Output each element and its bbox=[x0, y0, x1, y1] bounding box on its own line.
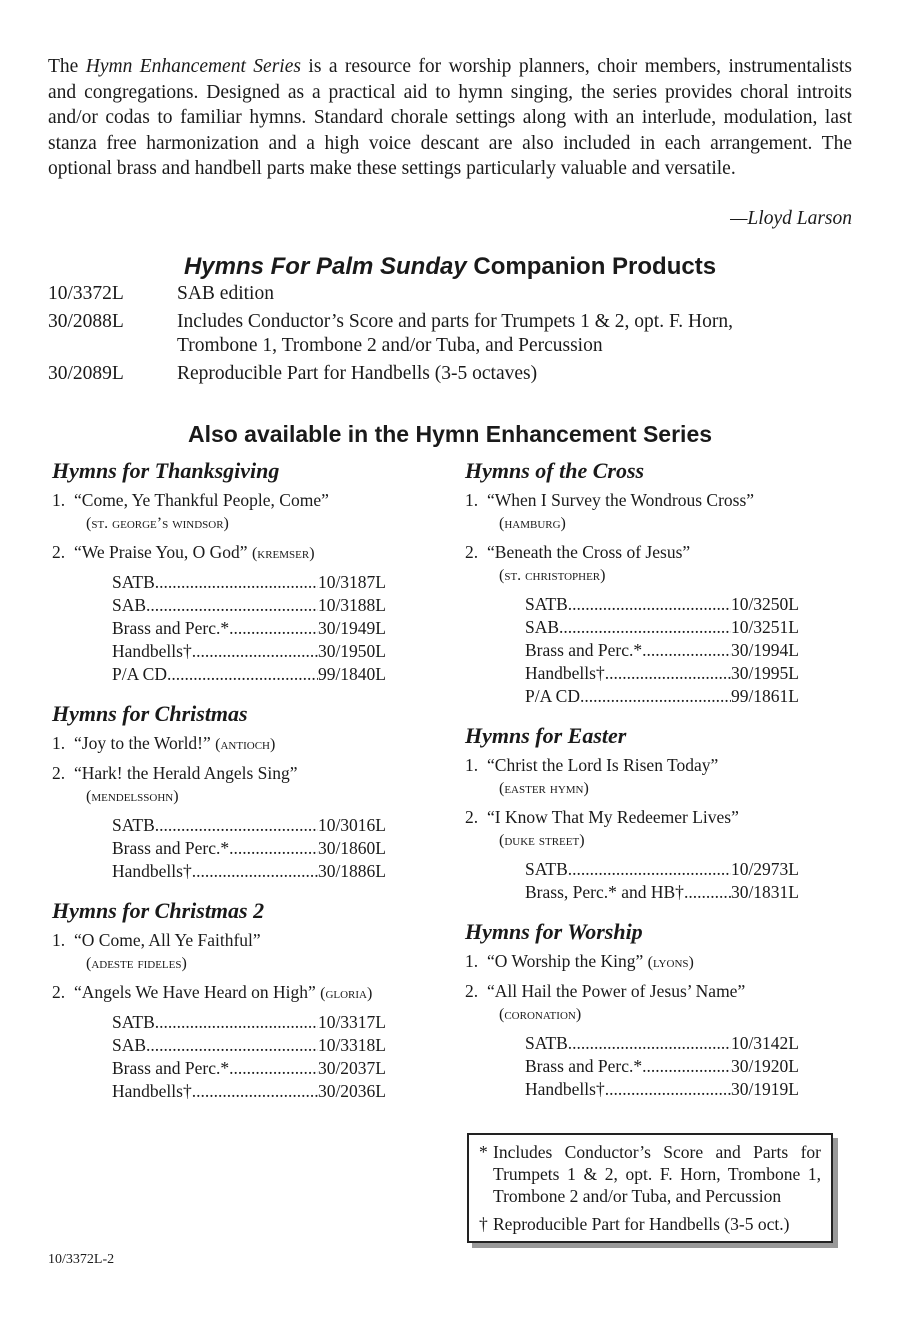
hymn-entry: 2. “Hark! the Herald Angels Sing” (mendelssohn) bbox=[52, 763, 298, 805]
hymn-entry: 1. “O Worship the King” (lyons) bbox=[465, 951, 694, 971]
footnote: † Reproducible Part for Handbells (3-5 oct.) bbox=[479, 1214, 790, 1234]
series-title: Hymns for Christmas 2 bbox=[52, 898, 265, 923]
part-row: Handbells† ..... 30/1950L bbox=[112, 640, 386, 663]
hymn-entry: 2. “Beneath the Cross of Jesus” (st. christopher) bbox=[465, 542, 691, 584]
parts-list bbox=[112, 814, 386, 883]
left-column bbox=[52, 457, 452, 1117]
hymn-entry: 1. “Joy to the World!” (antioch) bbox=[52, 733, 276, 753]
page-code: 10/3372L-2 bbox=[48, 1252, 115, 1267]
part-row: SATB ..... 10/3250L bbox=[525, 593, 799, 616]
part-row: Brass and Perc.* ..... 30/2037L bbox=[112, 1057, 386, 1080]
hymn-entry: 2. “We Praise You, O God” (kremser) bbox=[52, 542, 315, 562]
part-row: P/A CD ..... 99/1840L bbox=[112, 663, 386, 686]
part-row: SATB ..... 10/3142L bbox=[525, 1032, 799, 1055]
series-title: Hymns for Easter bbox=[465, 723, 627, 748]
series-title: Hymns for Thanksgiving bbox=[52, 458, 280, 483]
parts-list bbox=[112, 571, 386, 686]
right-column bbox=[465, 457, 865, 1115]
part-row: SATB ..... 10/3317L bbox=[112, 1011, 386, 1034]
intro-paragraph: The Hymn Enhancement Series is a resource for worship planners, choir members, instrumentalists and congregations. Designed as a practical aid to hymn singing, the series provides choral introits and/or codas to familiar hymns. Standard chorale settings along with an interlude, modulation, last stanza free harmonization and a high voice descant are also included in each arrangement. The optional brass and handbell parts make these settings particularly valuable and versatile. bbox=[48, 56, 852, 180]
hymn-entry: 1. “When I Survey the Wondrous Cross” (hamburg) bbox=[465, 490, 755, 532]
part-row: SAB ..... 10/3251L bbox=[525, 616, 799, 639]
companion-item: 30/2089L Reproducible Part for Handbells (3-5 octaves) bbox=[48, 363, 538, 384]
part-row: Handbells† ..... 30/1919L bbox=[525, 1078, 799, 1101]
companion-item: 30/2088L Includes Conductor’s Score and parts for Trumpets 1 & 2, opt. F. Horn, Trombone 1, Trombone 2 and/or Tuba, and Percussion bbox=[48, 311, 733, 356]
parts-list bbox=[525, 1032, 799, 1101]
companion-heading: Hymns For Palm Sunday Companion Products bbox=[183, 253, 717, 280]
hymn-entry: 2. “I Know That My Redeemer Lives” (duke street) bbox=[465, 807, 739, 849]
part-row: Handbells† ..... 30/2036L bbox=[112, 1080, 386, 1103]
part-row: SAB ..... 10/3188L bbox=[112, 594, 386, 617]
part-row: Brass and Perc.* ..... 30/1920L bbox=[525, 1055, 799, 1078]
part-row: SATB ..... 10/3016L bbox=[112, 814, 386, 837]
attribution: —Lloyd Larson bbox=[730, 208, 852, 229]
series-title: Hymns of the Cross bbox=[465, 458, 645, 483]
part-row: P/A CD ..... 99/1861L bbox=[525, 685, 799, 708]
also-available-heading: Also available in the Hymn Enhancement Series bbox=[187, 421, 713, 447]
series-title: Hymns for Christmas bbox=[52, 701, 248, 726]
parts-list bbox=[525, 858, 799, 904]
companion-item: 10/3372L SAB edition bbox=[48, 283, 274, 304]
hymn-entry: 2. “Angels We Have Heard on High” (gloria) bbox=[52, 982, 373, 1002]
part-row: Brass and Perc.* ..... 30/1949L bbox=[112, 617, 386, 640]
part-row: SATB ..... 10/3187L bbox=[112, 571, 386, 594]
series-title: Hymns for Worship bbox=[465, 919, 643, 944]
part-row: Brass, Perc.* and HB† ..... 30/1831L bbox=[525, 881, 799, 904]
hymn-entry: 1. “Come, Ye Thankful People, Come” (st. george’s windsor) bbox=[52, 490, 329, 532]
companion-list bbox=[48, 282, 852, 390]
parts-list bbox=[112, 1011, 386, 1103]
part-row: Brass and Perc.* ..... 30/1860L bbox=[112, 837, 386, 860]
footnote: * Includes Conductor’s Score and Parts for Trumpets 1 & 2, opt. F. Horn, Trombone 1, Trombone 2 and/or Tuba, and Percussion bbox=[479, 1142, 821, 1206]
part-row: SAB ..... 10/3318L bbox=[112, 1034, 386, 1057]
hymn-entry: 1. “O Come, All Ye Faithful” (adeste fideles) bbox=[52, 930, 261, 972]
part-row: SATB ..... 10/2973L bbox=[525, 858, 799, 881]
part-row: Brass and Perc.* ..... 30/1994L bbox=[525, 639, 799, 662]
parts-list bbox=[525, 593, 799, 708]
series-name: Hymn Enhancement Series bbox=[85, 56, 301, 77]
part-row: Handbells† ..... 30/1995L bbox=[525, 662, 799, 685]
part-row: Handbells† ..... 30/1886L bbox=[112, 860, 386, 883]
hymn-entry: 2. “All Hail the Power of Jesus’ Name” (coronation) bbox=[465, 981, 746, 1023]
footnote-box bbox=[467, 1133, 833, 1243]
hymn-entry: 1. “Christ the Lord Is Risen Today” (easter hymn) bbox=[465, 755, 719, 797]
